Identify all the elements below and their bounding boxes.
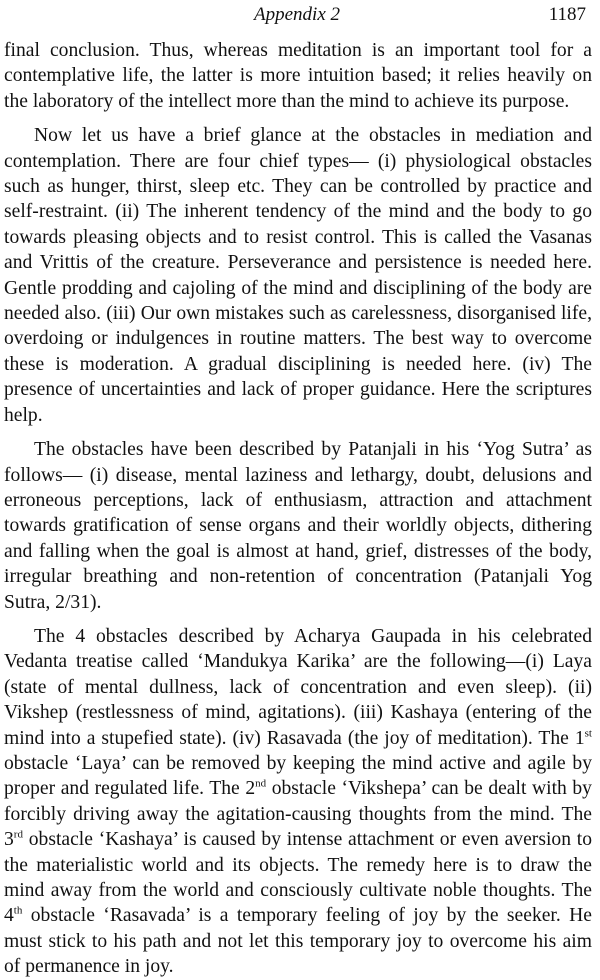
body-text <box>4 38 592 980</box>
running-header <box>4 2 592 38</box>
ordinal-suffix-fourth: th <box>13 904 23 917</box>
paragraph-gaupada-part-5: obstacle ‘Rasavada’ is a temporary feeling of joy by the seeker. He must stick to his path and not let this temporary joy to overcome his aim of permanence in joy. <box>4 905 592 978</box>
running-header-title: Appendix 2 <box>254 4 341 25</box>
paragraph-patanjali: The obstacles have been described by Patanjali in his ‘Yog Sutra’ as follows— (i) disease, mental laziness and lethargy, doubt, delusions and erroneous perceptions, lack of enthusiasm, attraction and attachment towards gratification of sense organs and their worldly objects, dithering and falling when the goal is almost at hand, grief, distresses of the body, irregular breathing and non-retention of concentration (Patanjali Yog Sutra, 2/31). <box>4 439 592 613</box>
ordinal-suffix-second: nd <box>255 777 267 790</box>
paragraph-gaupada-part-4: obstacle ‘Kashaya’ is caused by intense attachment or even aversion to the materialistic world and its objects. The remedy here is to draw the mind away from the world and consciously cultivate noble thoughts. The 4 <box>4 829 592 927</box>
page-number: 1187 <box>548 4 586 25</box>
paragraph-continued: final conclusion. Thus, whereas meditation is an important tool for a contemplative life, the latter is more intuition based; it relies heavily on the laboratory of the intellect more than the mind to achieve its purpose. <box>4 40 592 112</box>
paragraph-gaupada-part-3: obstacle ‘Vikshepa’ can be dealt with by forcibly driving away the agitation-causing thoughts from the mind. The 3 <box>4 778 592 851</box>
paragraph-gaupada <box>4 624 592 980</box>
paragraph-obstacles-overview: Now let us have a brief glance at the obstacles in mediation and contemplation. There are four chief types— (i) physiological obstacles such as hunger, thirst, sleep etc. They can be controlled by practice and self-restraint. (ii) The inherent tendency of the mind and the body to go towards pleasing objects and to resist control. This is called the Vasanas and Vrittis of the creature. Perseverance and persistence is needed here. Gentle prodding and cajoling of the mind and disciplining of the body are needed also. (iii) Our own mistakes such as carelessness, disorganised life, overdoing or indulgences in routine matters. The best way to overcome these is moderation. A gradual disciplining is needed here. (iv) The presence of uncertainties and lack of proper guidance. Here the scriptures help. <box>4 125 592 426</box>
paragraph-gaupada-part-1: The 4 obstacles described by Acharya Gaupada in his celebrated Vedanta treatise called ‘Mandukya Karika’ are the following—(i) Laya (state of mental dullness, lack of concentration and even sleep). (ii) Vikshep (restlessness of mind, agitations). (iii) Kashaya (entering of the mind into a stupefied state). (iv) Rasavada (the joy of meditation). The 1 <box>4 625 592 749</box>
paragraph-gaupada-part-2: obstacle ‘Laya’ can be removed by keeping the mind active and agile by proper and regulated life. The 2 <box>4 752 592 800</box>
ordinal-suffix-third: rd <box>13 828 23 841</box>
ordinal-suffix-first: st <box>584 727 592 740</box>
